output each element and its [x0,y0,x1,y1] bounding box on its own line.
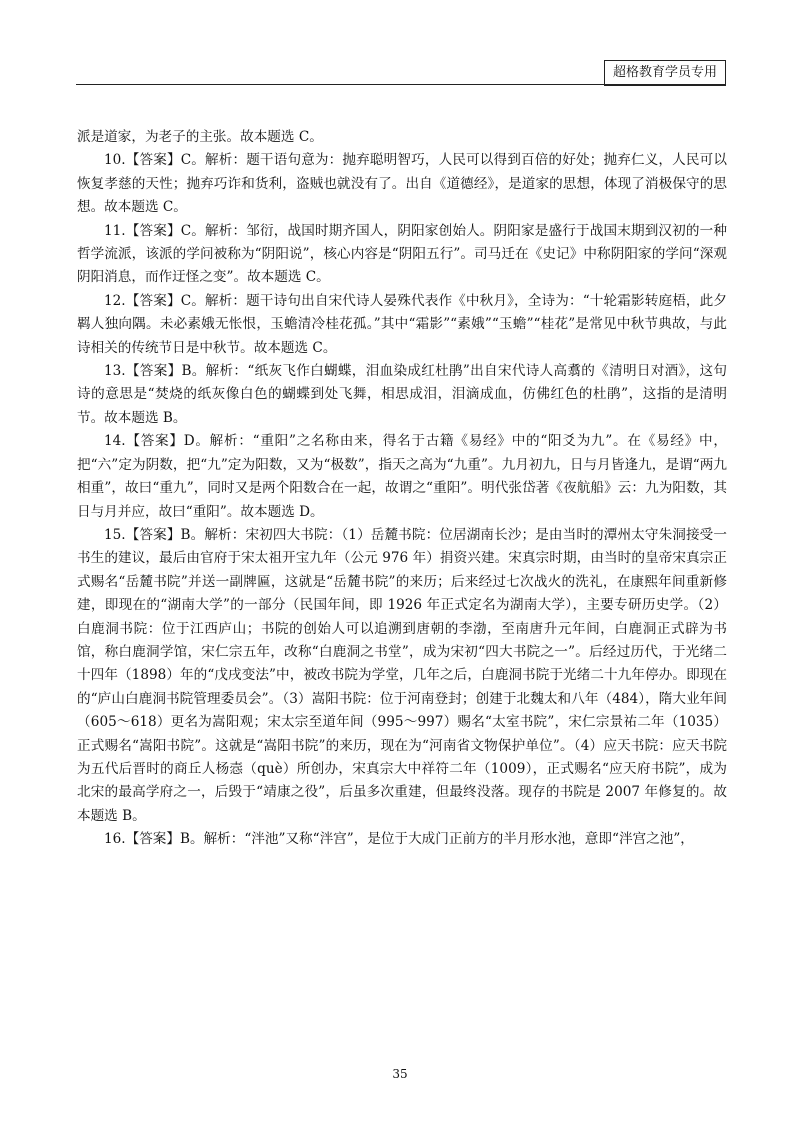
answer-10: 10.【答案】C。解析：题干语句意为：抛弃聪明智巧，人民可以得到百倍的好处；抛弃仁义，人民可以恢复孝慈的天性；抛弃巧诈和货利，盗贼也就没有了。出自《道德经》，是道家的思想，体现了消极保守的思想。故本题选 C。 [77,152,727,216]
answer-14: 14.【答案】D。解析：“重阳”之名称由来，得名于古籍《易经》中的“阳爻为九”。在《易经》中，把“六”定为阴数，把“九”定为阳数，又为“极数”，指天之高为“九重”。九月初九，日与月皆逢九，是谓“两九相重”，故曰“重九”，同时又是两个阳数合在一起，故谓之“重阳”。明代张岱著《夜航船》云：九为阳数，其日与月并应，故曰“重阳”。故本题选 D。 [77,433,727,520]
answer-13: 13.【答案】B。解析：“纸灰飞作白蝴蝶，泪血染成红杜鹃”出自宋代诗人高翥的《清明日对酒》，这句诗的意思是“焚烧的纸灰像白色的蝴蝶到处飞舞，相思成泪，泪滴成血，仿佛红色的杜鹃”，这指的是清明节。故本题选 B。 [77,363,727,426]
answer-16: 16.【答案】B。解析：“泮池”又称“泮宫”，是位于大成门正前方的半月形水池，意即“泮宫之池”， [104,831,694,848]
answer-12: 12.【答案】C。解析：题干诗句出自宋代诗人晏殊代表作《中秋月》，全诗为：“十轮霜影转庭梧，此夕羁人独向隅。未必素娥无怅恨，玉蟾清冷桂花孤。”其中“霜影”“素娥”“玉蟾”“桂花”是常见中秋节典故，与此诗相关的传统节日是中秋节。故本题选 C。 [77,292,727,356]
answer-explanations [77,126,727,852]
header-divider [76,84,726,85]
header-label: 超格教育学员专用 [604,60,726,86]
page-number: 35 [392,1067,408,1081]
paragraph-continuation: 派是道家，为老子的主张。故本题选 C。 [77,129,323,145]
answer-15: 15.【答案】B。解析：宋初四大书院：（1）岳麓书院：位居湖南长沙；是由当时的潭州太守朱洞接受一书生的建议，最后由官府于宋太祖开宝九年（公元 976 年）捐资兴建。宋真宗时期，由当时的皇帝宋真宗正式赐名“岳麓书院”并送一副牌匾，这就是“岳麓书院”的来历；后来经过七次战火的洗礼，在康熙年间重新修建，即现在的“湖南大学”的一部分（民国年间，即 1926 年正式定名为湖南大学），主要专研历史学。（2）白鹿洞书院：位于江西庐山；书院的创始人可以追溯到唐朝的李渤，至南唐升元年间，白鹿洞正式辟为书馆，称白鹿洞学馆，宋仁宗五年，改称“白鹿洞之书堂”，成为宋初“四大书院之一”。后经过历代，于光绪二十四年（1898）年的“戊戌变法”中，被改书院为学堂，几年之后，白鹿洞书院于光绪二十九年停办。即现在的“庐山白鹿洞书院管理委员会”。（3）嵩阳书院：位于河南登封；创建于北魏太和八年（484），隋大业年间（605～618）更名为嵩阳观；宋太宗至道年间（995～997）赐名“太室书院”，宋仁宗景祐二年（1035）正式赐名“嵩阳书院”。这就是“嵩阳书院”的来历，现在为“河南省文物保护单位”。（4）应天书院：应天书院为五代后晋时的商丘人杨悫（què）所创办，宋真宗大中祥符二年（1009），正式赐名“应天府书院”，成为北宋的最高学府之一，后毁于“靖康之役”，后虽多次重建，但最终没落。现存的书院是 2007 年修复的。故本题选 B。 [77,526,727,824]
answer-11: 11.【答案】C。解析：邹衍，战国时期齐国人，阴阳家创始人。阴阳家是盛行于战国末期到汉初的一种哲学流派，该派的学问被称为“阴阳说”，核心内容是“阴阳五行”。司马迁在《史记》中称阴阳家的学问“深观阴阳消息，而作迂怪之变”。故本题选 C。 [77,222,727,286]
